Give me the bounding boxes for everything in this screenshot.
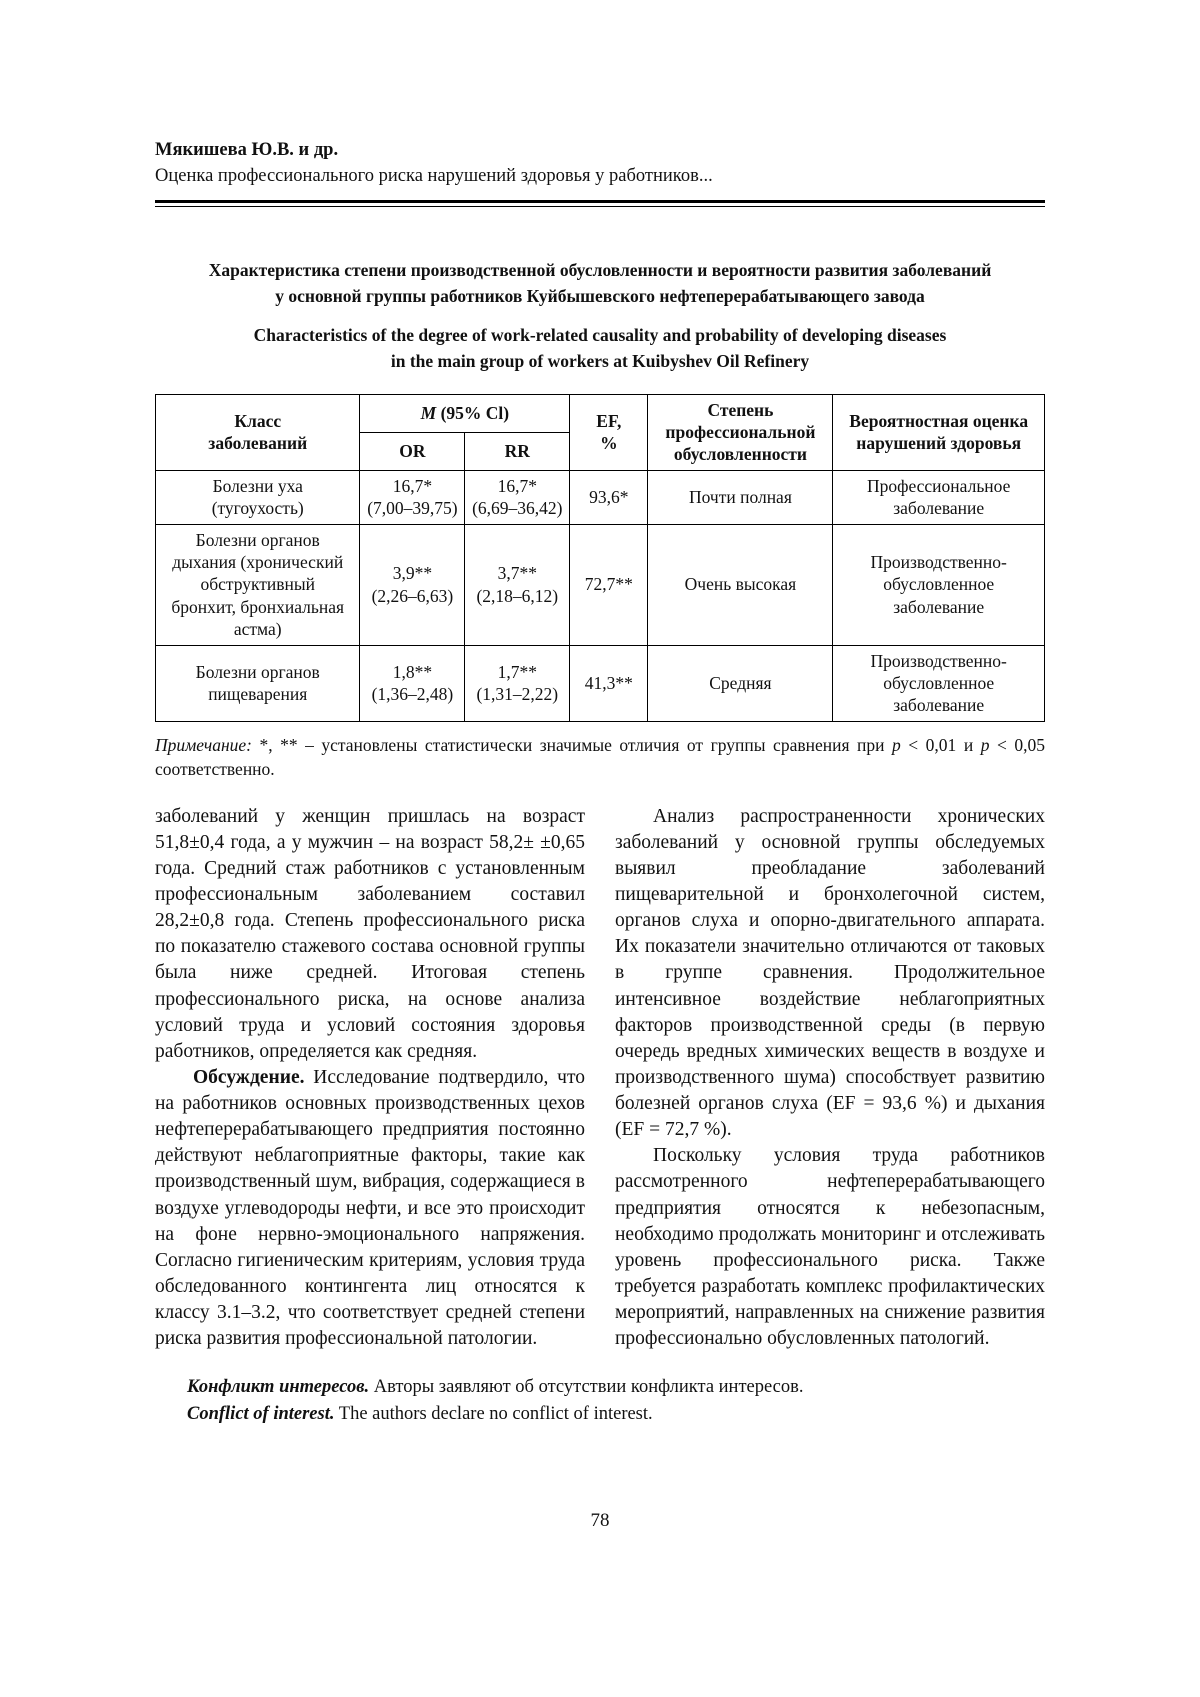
- page-number: 78: [590, 1509, 610, 1531]
- col-header-disease-class: Класс заболеваний: [156, 394, 360, 470]
- cell-ef: 41,3**: [570, 645, 648, 721]
- cell-rr: 16,7* (6,69–36,42): [465, 470, 570, 524]
- cell-degree: Средняя: [648, 645, 833, 721]
- table-row: [156, 470, 1045, 524]
- left-column: [155, 804, 585, 1353]
- cell-rr: 1,7** (1,31–2,22): [465, 645, 570, 721]
- running-head: [155, 138, 1045, 188]
- cell-disease: Болезни органов дыхания (хронический обструктивный бронхит, бронхиальная астма): [156, 524, 360, 645]
- cell-degree: Очень высокая: [648, 524, 833, 645]
- right-column: [615, 804, 1045, 1353]
- footnote-text-1: *, ** – установлены статистически значимые отличия от группы сравнения при: [251, 734, 893, 755]
- cell-ef: 93,6*: [570, 470, 648, 524]
- paragraph: Поскольку условия труда работников рассмотренного нефтеперерабатывающего предприятия относятся к небезопасным, необходимо продолжать мониторинг и отслеживать уровень профессионального риска. Также требуется разработать комплекс профилактических мероприятий, направленных на снижение развития профессионально обусловленных патологий.: [615, 1145, 1045, 1350]
- conflict-text-en: The authors declare no conflict of interest.: [334, 1404, 653, 1425]
- conflict-of-interest: [155, 1374, 1045, 1428]
- conflict-statement-ru: [155, 1374, 1045, 1401]
- conflict-lead-ru: Конфликт интересов.: [187, 1377, 370, 1398]
- table-row: [156, 645, 1045, 721]
- paragraph: [155, 1065, 585, 1352]
- table-title-english: Characteristics of the degree of work-related causality and probability of developing diseases in the main group of workers at Kuibyshev Oil Refinery: [253, 325, 947, 372]
- cell-assessment: Производственно- обусловленное заболевание: [833, 645, 1045, 721]
- conflict-text-ru: Авторы заявляют об отсутствии конфликта интересов.: [369, 1377, 804, 1398]
- running-head-title: Оценка профессионального риска нарушений здоровья у работников...: [155, 166, 713, 187]
- table-header-row-1: [156, 394, 1045, 432]
- col-header-assessment: Вероятностная оценка нарушений здоровья: [833, 394, 1045, 470]
- conflict-lead-en: Conflict of interest.: [187, 1404, 335, 1425]
- p-value-symbol: p: [892, 734, 901, 755]
- discussion-heading: Обсуждение.: [193, 1066, 305, 1088]
- table-head: [156, 394, 1045, 470]
- footnote-text-3: < 0,05 соответственно.: [155, 734, 1045, 780]
- cell-or: 3,9** (2,26–6,63): [360, 524, 465, 645]
- body-text: [155, 804, 1045, 1353]
- col-header-degree: Степень профессиональной обусловленности: [648, 394, 833, 470]
- table-row: [156, 524, 1045, 645]
- cell-or: 1,8** (1,36–2,48): [360, 645, 465, 721]
- cell-degree: Почти полная: [648, 470, 833, 524]
- paragraph: заболеваний у женщин пришлась на возраст 51,8±0,4 года, а у мужчин – на возраст 58,2± ±0,65 года. Средний стаж работников с установленным профессиональным заболеванием составил 28,2±0,8 года. Степень профессионального риска по показателю стажевого состава основной группы была ниже средней. Итоговая степень профессионального риска, на основе анализа условий труда и условий состояния здоровья работников, определяется как средняя.: [155, 805, 585, 1062]
- cell-disease: Болезни органов пищеварения: [156, 645, 360, 721]
- table-title-russian: Характеристика степени производственной обусловленности и вероятности развития заболеваний у основной группы работников Куйбышевского нефтеперерабатывающего завода: [208, 259, 992, 306]
- p-value-symbol: p: [980, 734, 990, 755]
- divider-thick-line: [155, 200, 1045, 203]
- footnote-text-2: < 0,01 и: [900, 734, 981, 755]
- cell-assessment: Производственно- обусловленное заболевание: [833, 524, 1045, 645]
- running-head-authors: Мякишева Ю.В. и др.: [155, 140, 339, 160]
- cell-rr: 3,7** (2,18–6,12): [465, 524, 570, 645]
- divider-thin-line: [155, 206, 1045, 207]
- footnote-lead: Примечание:: [155, 734, 252, 755]
- col-header-m-95cl: [360, 394, 570, 432]
- cell-disease: Болезни уха (тугоухость): [156, 470, 360, 524]
- paragraph-text: Исследование подтвердило, что на работников основных производственных цехов нефтеперерабатывающего предприятия постоянно действуют неблагоприятные факторы, такие как производственный шум, вибрация, содержащиеся в воздухе углеводороды нефти, и все это происходит на фоне нервно-эмоционального напряжения. Согласно гигиеническим критериям, условия труда обследованного контингента лиц относятся к классу 3.1–3.2, что соответствует средней степени риска развития профессиональной патологии.: [155, 1066, 585, 1350]
- cell-or: 16,7* (7,00–39,75): [360, 470, 465, 524]
- cell-assessment: Профессиональное заболевание: [833, 470, 1045, 524]
- header-divider: [155, 200, 1045, 207]
- col-header-ef: EF, %: [570, 394, 648, 470]
- col-header-rr: RR: [465, 432, 570, 470]
- col-header-or: OR: [360, 432, 465, 470]
- results-table: [155, 394, 1045, 722]
- m-symbol: М: [420, 402, 437, 423]
- paragraph: Анализ распространенности хронических заболеваний у основной группы обследуемых выявил преобладание заболеваний пищеварительной и бронхолегочной систем, органов слуха и опорно-двигательного аппарата. Их показатели значительно отличаются от таковых в группе сравнения. Продолжительное интенсивное воздействие неблагоприятных факторов производственной среды (в первую очередь вредных химических веществ в воздухе и производственного шума) способствует развитию болезней органов слуха (EF = 93,6 %) и дыхания (EF = 72,7 %).: [615, 805, 1045, 1141]
- table-body: [156, 470, 1045, 721]
- m-95cl-text: (95% Cl): [436, 402, 510, 423]
- conflict-statement-en: [155, 1401, 1045, 1428]
- table-footnote: [155, 733, 1045, 782]
- cell-ef: 72,7**: [570, 524, 648, 645]
